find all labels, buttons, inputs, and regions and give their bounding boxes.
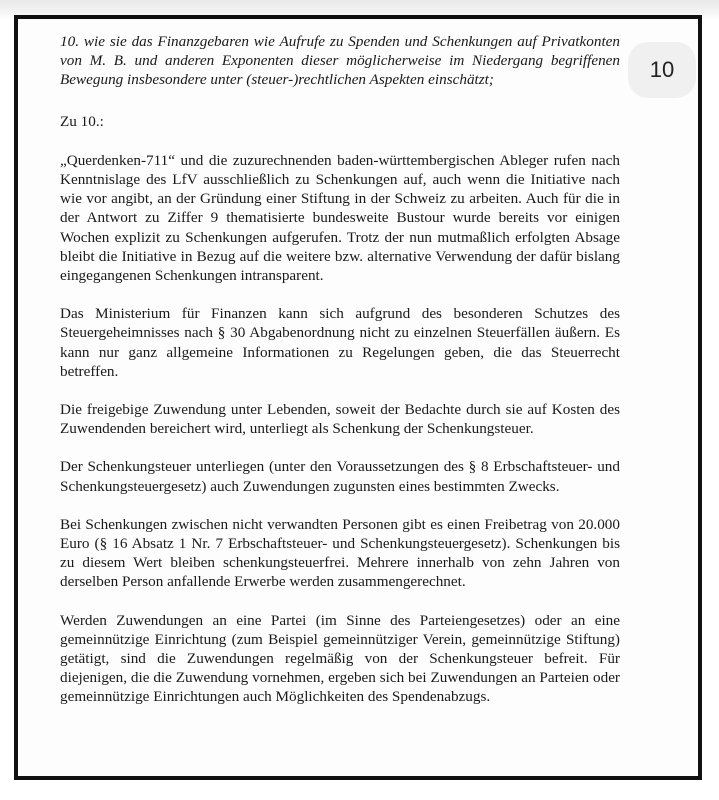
document-body: [60, 32, 620, 726]
page-number-badge: 10: [628, 42, 696, 98]
answer-heading: Zu 10.:: [60, 112, 104, 130]
question-text: 10. wie sie das Finanzgebaren wie Aufrufe zu Spenden und Schenkungen auf Privatkonten von M. B. und anderen Exponenten dieser möglicherweise im Niedergang begriffenen Bewegung insbesondere unter (steuer-)rechtlichen Aspekten einschätzt;: [60, 33, 620, 89]
answer-paragraph-6: Werden Zuwendungen an eine Partei (im Sinne des Parteiengesetzes) oder an eine gemeinnützige Einrichtung (zum Beispiel gemeinnütziger Verein, gemeinnützige Stiftung) getätigt, sind die Zuwendungen regelmäßig von der Schenkungsteuer befreit. Für diejenigen, die die Zuwendung vornehmen, ergeben sich bei Zuwendungen an Parteien oder gemeinnützige Einrichtungen auch Möglichkeiten des Spendenabzugs.: [60, 611, 620, 706]
answer-paragraph-5: Bei Schenkungen zwischen nicht verwandten Personen gibt es einen Freibetrag von 20.000 Euro (§ 16 Absatz 1 Nr. 7 Erbschaftsteuer- und Schenkungsteuergesetz). Schenkungen bis zu diesem Wert bleiben schenkungsteuerfrei. Mehrere innerhalb von zehn Jahren von derselben Person anfallende Erwerbe werden zusammengerechnet.: [60, 515, 620, 591]
answer-paragraph-2: Das Ministerium für Finanzen kann sich aufgrund des besonderen Schutzes des Steuergeheimnisses nach § 30 Abgabenordnung nicht zu einzelnen Steuerfällen äußern. Es kann nur ganz allgemeine Informationen zu Regelungen geben, die das Steuerrecht betreffen.: [60, 305, 620, 380]
answer-paragraph-3: Die freigebige Zuwendung unter Lebenden, soweit der Bedachte durch sie auf Kosten des Zuwendenden bereichert wird, unterliegt als Schenkung der Schenkungsteuer.: [60, 401, 620, 438]
answer-paragraph-1: „Querdenken-711“ und die zuzurechnenden baden-württembergischen Ableger rufen nach Kenntnislage des LfV ausschließlich zu Schenkungen auf, auch wenn die Initiative nach wie vor angibt, an der Gründung einer Stiftung in der Schweiz zu arbeiten. Auch für die in der Antwort zu Ziffer 9 thematisierte bundesweite Bustour wurde bereits vor einigen Wochen explizit zu Schenkungen aufgerufen. Trotz der nun mutmaßlich erfolgten Absage bleibt die Initiative in Bezug auf die weitere bzw. alternative Verwendung der dafür bislang eingegangenen Schenkungen intransparent.: [60, 151, 620, 285]
answer-paragraph-4: Der Schenkungsteuer unterliegen (unter den Voraussetzungen des § 8 Erbschaftsteuer- und Schenkungsteuergesetz) auch Zuwendungen zugunsten eines bestimmten Zwecks.: [60, 458, 620, 495]
